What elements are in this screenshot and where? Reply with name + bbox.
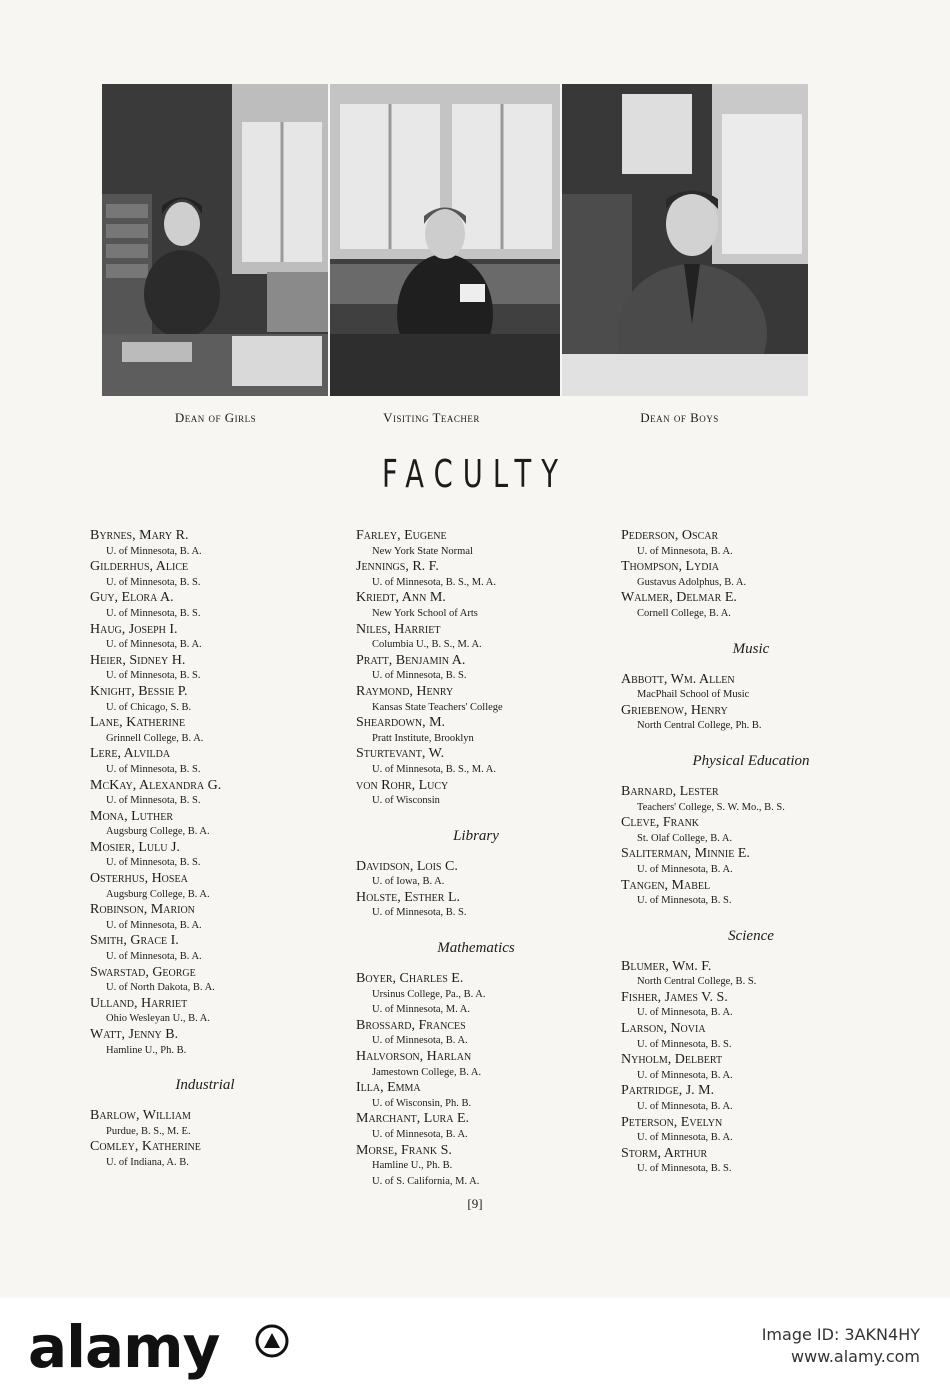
image-id: 3AKN4HY xyxy=(844,1325,920,1344)
faculty-name: von Rohr, Lucy xyxy=(356,777,449,793)
faculty-name: Partridge, J. M. xyxy=(621,1083,715,1099)
faculty-entry xyxy=(90,933,320,964)
faculty-name: Peterson, Evelyn xyxy=(621,1114,723,1130)
faculty-entry xyxy=(356,622,596,653)
faculty-name: Halvorson, Harlan xyxy=(356,1049,472,1065)
faculty-entry xyxy=(90,653,320,684)
section-heading: Mathematics xyxy=(437,940,515,957)
faculty-entry xyxy=(621,1083,881,1114)
faculty-degree: U. of Minnesota, M. A. xyxy=(372,1004,470,1016)
faculty-entry xyxy=(621,1115,881,1146)
faculty-name: Saliterman, Minnie E. xyxy=(621,846,750,862)
faculty-entry xyxy=(90,809,320,840)
faculty-entry xyxy=(621,959,881,990)
faculty-degree: Cornell College, B. A. xyxy=(637,607,731,619)
faculty-name: Lane, Katherine xyxy=(90,715,186,731)
faculty-degree: Teachers' College, S. W. Mo., B. S. xyxy=(637,801,785,813)
photo-strip xyxy=(102,84,808,396)
faculty-entry xyxy=(356,859,596,890)
faculty-entry xyxy=(621,590,881,621)
caption-dean-of-girls: Dean of Girls xyxy=(174,410,257,425)
faculty-name: Sturtevant, W. xyxy=(356,746,445,762)
faculty-entry xyxy=(621,878,881,909)
faculty-entry xyxy=(356,559,596,590)
photo-dean-of-girls xyxy=(102,84,328,396)
faculty-name: Guy, Elora A. xyxy=(90,590,174,606)
faculty-entry xyxy=(90,684,320,715)
faculty-name: Pratt, Benjamin A. xyxy=(356,652,466,668)
faculty-degree: Gustavus Adolphus, B. A. xyxy=(637,576,747,588)
faculty-name: Niles, Harriet xyxy=(356,621,441,637)
faculty-entry xyxy=(356,653,596,684)
faculty-degree: MacPhail School of Music xyxy=(637,689,750,701)
faculty-name: Pederson, Oscar xyxy=(621,528,719,543)
faculty-name: Ulland, Harriet xyxy=(90,995,188,1011)
faculty-entry xyxy=(356,715,596,746)
faculty-name: Barlow, William xyxy=(90,1108,191,1124)
faculty-name: Mona, Luther xyxy=(90,808,173,824)
faculty-entry xyxy=(356,684,596,715)
faculty-entry xyxy=(90,1027,320,1058)
faculty-degree: U. of Minnesota, B. A. xyxy=(637,1069,733,1081)
section-heading: Science xyxy=(728,927,774,944)
site-url: www.alamy.com xyxy=(791,1347,920,1366)
faculty-name: Osterhus, Hosea xyxy=(90,871,188,887)
faculty-degree: U. of Minnesota, B. A. xyxy=(106,545,202,557)
faculty-degree: Augsburg College, B. A. xyxy=(106,888,210,900)
faculty-name: Cleve, Frank xyxy=(621,815,700,831)
faculty-name: Davidson, Lois C. xyxy=(356,858,458,874)
image-id-label: Image ID: 3AKN4HY xyxy=(761,1325,920,1344)
faculty-degree: Hamline U., Ph. B. xyxy=(106,1044,187,1056)
faculty-degree: North Central College, Ph. B. xyxy=(637,720,762,732)
faculty-name: Swarstad, George xyxy=(90,964,196,980)
faculty-entry xyxy=(621,528,881,559)
page-title: FACULTY xyxy=(381,452,569,496)
faculty-degree: U. of Wisconsin, Ph. B. xyxy=(372,1097,472,1109)
faculty-degree: U. of Minnesota, B. S. xyxy=(106,763,201,775)
faculty-entry xyxy=(356,778,596,809)
faculty-entry xyxy=(356,1143,596,1190)
faculty-entry xyxy=(621,990,881,1021)
faculty-name: Smith, Grace I. xyxy=(90,933,179,949)
faculty-name: Kriedt, Ann M. xyxy=(356,590,446,606)
faculty-entry xyxy=(90,746,320,777)
faculty-column-2 xyxy=(356,528,596,1189)
faculty-entry xyxy=(356,1111,596,1142)
faculty-degree: Kansas State Teachers' College xyxy=(372,701,503,713)
faculty-degree: U. of S. California, M. A. xyxy=(372,1175,480,1187)
faculty-name: Abbott, Wm. Allen xyxy=(621,671,735,687)
faculty-degree: U. of Minnesota, B. S. xyxy=(637,895,732,907)
photo-visiting-teacher xyxy=(330,84,560,396)
faculty-degree: U. of Minnesota, B. S. xyxy=(637,1163,732,1175)
faculty-entry xyxy=(621,1146,881,1177)
faculty-entry xyxy=(90,996,320,1027)
faculty-entry xyxy=(90,715,320,746)
faculty-entry xyxy=(356,971,596,1018)
faculty-entry xyxy=(90,965,320,996)
faculty-degree: Augsburg College, B. A. xyxy=(106,826,210,838)
faculty-name: Walmer, Delmar E. xyxy=(621,590,737,606)
faculty-name: Nyholm, Delbert xyxy=(621,1052,723,1068)
faculty-degree: U. of Chicago, S. B. xyxy=(106,701,192,713)
faculty-degree: U. of Iowa, B. A. xyxy=(372,876,445,888)
faculty-entry xyxy=(356,746,596,777)
faculty-entry xyxy=(356,528,596,559)
caption-visiting-teacher: Visiting Teacher xyxy=(383,410,480,425)
faculty-degree: U. of Minnesota, B. S. xyxy=(372,907,467,919)
faculty-degree: U. of Minnesota, B. A. xyxy=(372,1035,468,1047)
faculty-entry xyxy=(621,784,881,815)
faculty-degree: U. of Minnesota, B. S. xyxy=(637,1038,732,1050)
faculty-name: Larson, Novia xyxy=(621,1021,706,1037)
faculty-entry xyxy=(356,890,596,921)
faculty-entry xyxy=(90,1108,320,1139)
faculty-degree: U. of Minnesota, B. A. xyxy=(106,951,202,963)
faculty-column-1 xyxy=(90,528,320,1171)
faculty-degree: North Central College, B. S. xyxy=(637,976,757,988)
faculty-name: Sheardown, M. xyxy=(356,715,446,731)
faculty-degree: Hamline U., Ph. B. xyxy=(372,1160,453,1172)
faculty-degree: U. of Minnesota, B. A. xyxy=(106,639,202,651)
watermark-footer xyxy=(0,1298,950,1390)
faculty-degree: U. of Minnesota, B. A. xyxy=(637,1132,733,1144)
faculty-entry xyxy=(90,778,320,809)
faculty-name: Jennings, R. F. xyxy=(356,559,439,575)
faculty-name: Heier, Sidney H. xyxy=(90,652,186,668)
faculty-name: Robinson, Marion xyxy=(90,902,195,918)
faculty-entry xyxy=(356,1018,596,1049)
faculty-name: Boyer, Charles E. xyxy=(356,971,464,987)
faculty-name: Marchant, Lura E. xyxy=(356,1111,469,1127)
faculty-entry xyxy=(621,559,881,590)
faculty-name: Thompson, Lydia xyxy=(621,559,719,575)
faculty-entry xyxy=(90,528,320,559)
faculty-name: Blumer, Wm. F. xyxy=(621,958,712,974)
faculty-name: Tangen, Mabel xyxy=(621,877,711,893)
faculty-name: Lere, Alvilda xyxy=(90,746,171,762)
section-heading: Music xyxy=(732,640,770,657)
faculty-entry xyxy=(621,703,881,734)
faculty-entry xyxy=(90,590,320,621)
faculty-degree: U. of Minnesota, B. S. xyxy=(106,795,201,807)
faculty-entry xyxy=(90,1139,320,1170)
faculty-degree: U. of Minnesota, B. S. xyxy=(106,670,201,682)
faculty-entry xyxy=(90,840,320,871)
faculty-degree: Jamestown College, B. A. xyxy=(372,1066,482,1078)
faculty-entry xyxy=(621,815,881,846)
faculty-entry xyxy=(356,1080,596,1111)
faculty-degree: Columbia U., B. S., M. A. xyxy=(372,639,482,651)
faculty-degree: New York School of Arts xyxy=(372,607,478,619)
faculty-degree: U. of Minnesota, B. A. xyxy=(637,863,733,875)
faculty-degree: U. of Indiana, A. B. xyxy=(106,1156,189,1168)
faculty-degree: U. of Minnesota, B. S., M. A. xyxy=(372,763,496,775)
faculty-name: Morse, Frank S. xyxy=(356,1142,452,1158)
faculty-degree: U. of Minnesota, B. S. xyxy=(106,576,201,588)
faculty-degree: Ohio Wesleyan U., B. A. xyxy=(106,1013,210,1025)
faculty-degree: Grinnell College, B. A. xyxy=(106,732,204,744)
faculty-degree: U. of Minnesota, B. A. xyxy=(637,1101,733,1113)
faculty-name: Fisher, James V. S. xyxy=(621,989,728,1005)
photo-dean-of-boys xyxy=(562,84,808,396)
faculty-entry xyxy=(621,846,881,877)
brand-mark-icon xyxy=(255,1324,289,1358)
faculty-degree: U. of Minnesota, B. A. xyxy=(637,1007,733,1019)
faculty-name: Gilderhus, Alice xyxy=(90,559,189,575)
faculty-name: Griebenow, Henry xyxy=(621,702,728,718)
faculty-entry xyxy=(356,590,596,621)
faculty-degree: U. of Minnesota, B. S., M. A. xyxy=(372,576,496,588)
faculty-column-3 xyxy=(621,528,881,1177)
caption-dean-of-boys: Dean of Boys xyxy=(640,410,719,425)
section-heading: Physical Education xyxy=(692,752,810,769)
faculty-entry xyxy=(90,622,320,653)
faculty-name: McKay, Alexandra G. xyxy=(90,777,222,793)
stock-info xyxy=(762,1324,920,1368)
faculty-entry xyxy=(356,1049,596,1080)
faculty-name: Knight, Bessie P. xyxy=(90,683,188,699)
faculty-degree: U. of Wisconsin xyxy=(372,795,440,807)
faculty-degree: U. of Minnesota, B. A. xyxy=(106,919,202,931)
section-heading: Industrial xyxy=(175,1077,235,1094)
faculty-name: Holste, Esther L. xyxy=(356,889,460,905)
faculty-name: Farley, Eugene xyxy=(356,528,447,543)
faculty-degree: Purdue, B. S., M. E. xyxy=(106,1125,191,1137)
faculty-entry xyxy=(90,902,320,933)
faculty-degree: U. of Minnesota, B. S. xyxy=(372,670,467,682)
page-number: [9] xyxy=(467,1196,483,1211)
faculty-name: Storm, Arthur xyxy=(621,1145,708,1161)
faculty-entry xyxy=(621,672,881,703)
section-heading: Library xyxy=(453,827,499,844)
faculty-name: Watt, Jenny B. xyxy=(90,1027,179,1042)
faculty-name: Mosier, Lulu J. xyxy=(90,839,180,855)
faculty-degree: Ursinus College, Pa., B. A. xyxy=(372,988,486,1000)
faculty-degree: U. of North Dakota, B. A. xyxy=(106,982,215,994)
faculty-name: Illa, Emma xyxy=(356,1080,421,1096)
faculty-degree: St. Olaf College, B. A. xyxy=(637,832,733,844)
faculty-degree: U. of Minnesota, B. S. xyxy=(106,857,201,869)
faculty-degree: New York State Normal xyxy=(372,545,473,557)
faculty-name: Barnard, Lester xyxy=(621,783,719,799)
faculty-degree: Pratt Institute, Brooklyn xyxy=(372,732,474,744)
faculty-name: Byrnes, Mary R. xyxy=(90,528,189,543)
faculty-degree: U. of Minnesota, B. A. xyxy=(637,545,733,557)
brand-logo: alamy xyxy=(28,1313,220,1381)
faculty-name: Raymond, Henry xyxy=(356,683,454,699)
faculty-entry xyxy=(621,1021,881,1052)
faculty-entry xyxy=(90,559,320,590)
faculty-name: Haug, Joseph I. xyxy=(90,621,178,637)
faculty-entry xyxy=(621,1052,881,1083)
faculty-degree: U. of Minnesota, B. S. xyxy=(106,607,201,619)
faculty-degree: U. of Minnesota, B. A. xyxy=(372,1129,468,1140)
faculty-name: Comley, Katherine xyxy=(90,1139,201,1155)
faculty-name: Brossard, Frances xyxy=(356,1017,466,1033)
faculty-entry xyxy=(90,871,320,902)
